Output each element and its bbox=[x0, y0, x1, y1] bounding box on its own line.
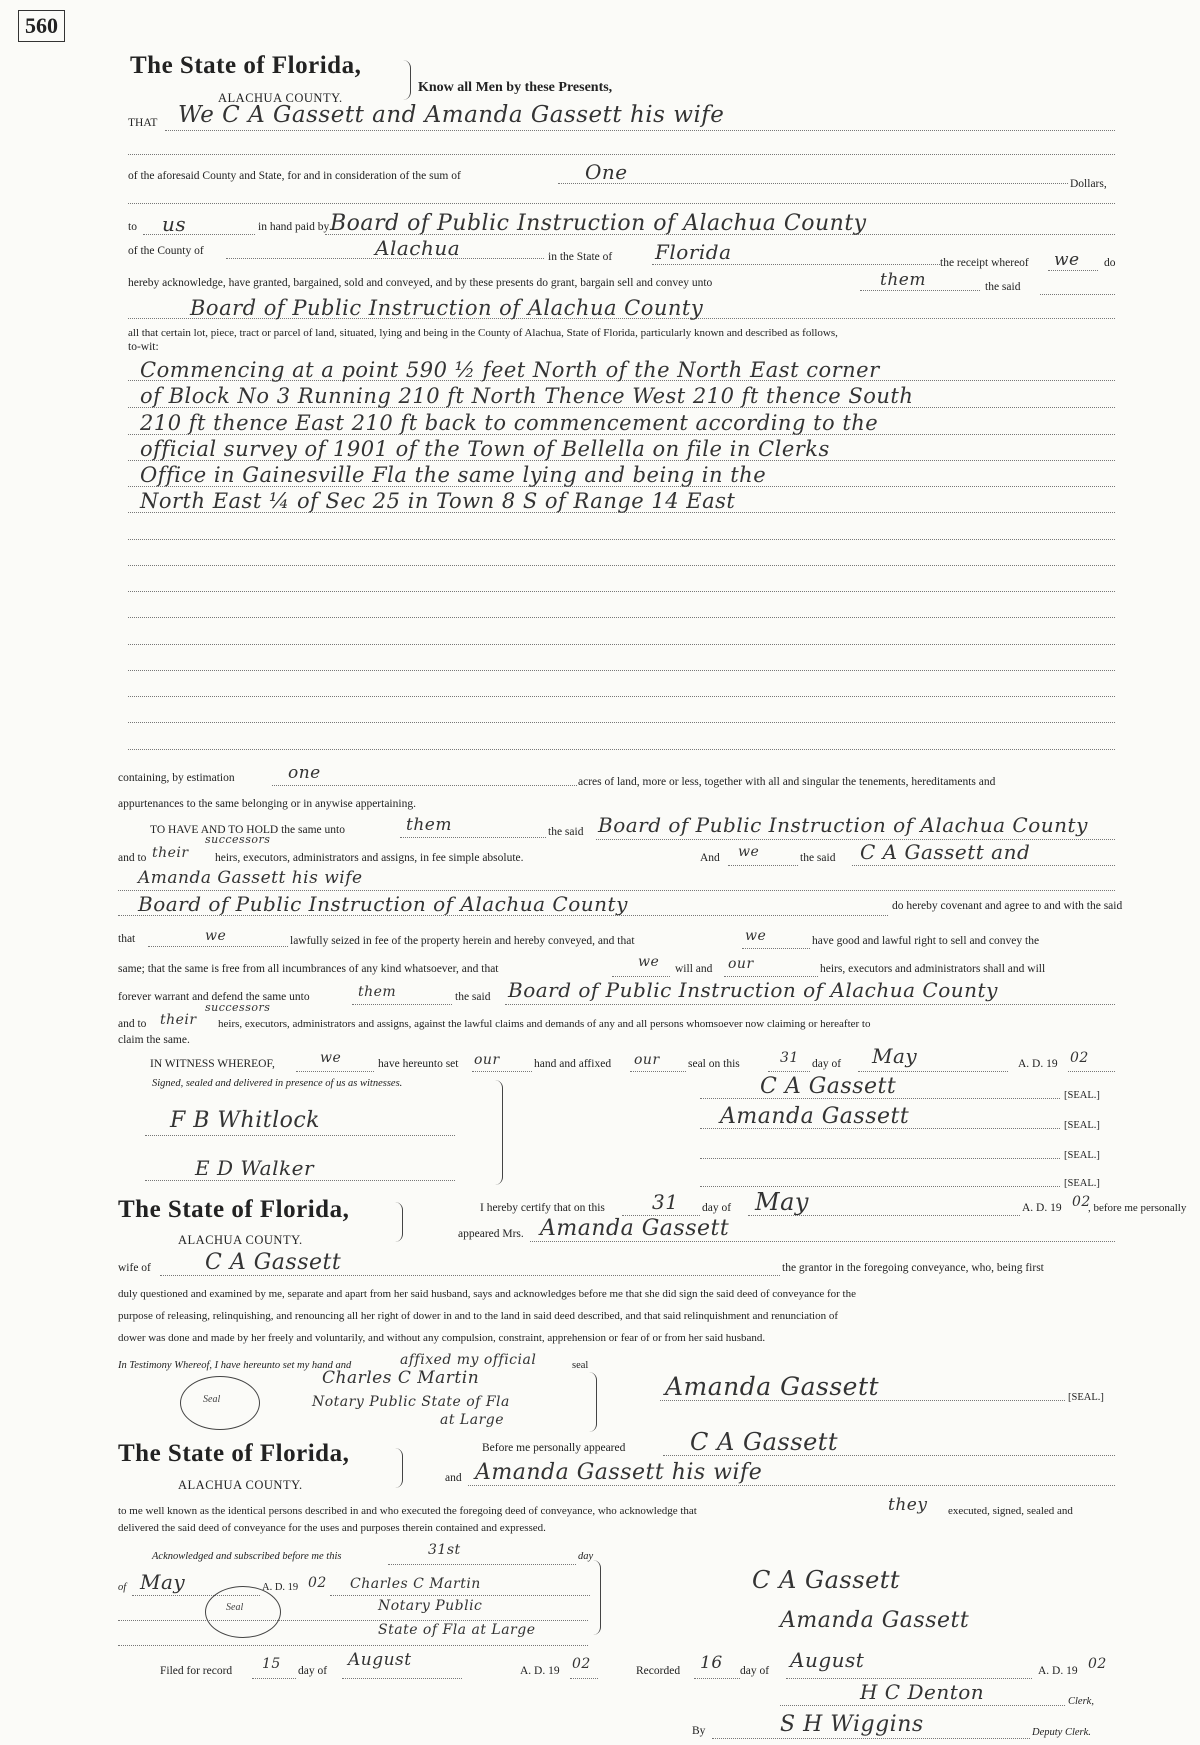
clerk-hw: H C Denton bbox=[860, 1680, 985, 1704]
seal-label: [SEAL.] bbox=[1064, 1120, 1100, 1131]
ack2-notary-brace bbox=[592, 1560, 601, 1635]
ack2-sig-2: Amanda Gassett bbox=[780, 1608, 970, 1633]
ack2-known: to me well known as the identical persons described in and who executed the foregoing deed of conveyance, who acknowledge that bbox=[118, 1505, 697, 1517]
claim-text: claim the same. bbox=[118, 1034, 190, 1046]
notary-seal-1-text: Seal bbox=[203, 1394, 221, 1405]
rec-ad: A. D. 19 bbox=[1038, 1665, 1078, 1677]
ack2-appeared2-hw: Amanda Gassett his wife bbox=[475, 1460, 763, 1485]
ack2-state-title: The State of Florida, bbox=[118, 1440, 350, 1467]
state-of-label: in the State of bbox=[548, 251, 613, 263]
habendum-label: TO HAVE AND TO HOLD the same unto bbox=[150, 824, 345, 836]
seized-hw: we bbox=[205, 928, 227, 944]
witness-1: F B Whitlock bbox=[170, 1108, 321, 1133]
our-hw: our bbox=[728, 956, 754, 972]
witness-day-hw: 31 bbox=[780, 1050, 799, 1066]
grantors-cont-hw: Amanda Gassett his wife bbox=[138, 868, 363, 888]
said-label: the said bbox=[800, 852, 836, 864]
ack2-county: ALACHUA COUNTY. bbox=[178, 1478, 303, 1492]
all-that-text: all that certain lot, piece, tract or parcel of land, situated, lying and being in the County of Alachua, State of Florida, particularly known and described as follows, bbox=[128, 327, 838, 339]
covenant-text: do hereby covenant and agree to and with the said bbox=[892, 900, 1123, 912]
containing-hw: one bbox=[288, 763, 321, 783]
signed-text: Signed, sealed and delivered in presence of us as witnesses. bbox=[152, 1078, 403, 1089]
filed-ad: A. D. 19 bbox=[520, 1665, 560, 1677]
seal-label: [SEAL.] bbox=[1064, 1178, 1100, 1189]
ack1-brace bbox=[394, 1202, 403, 1242]
heirs-text-2: heirs, executors and administrators shall and will bbox=[820, 963, 1046, 975]
county-of-hw: Alachua bbox=[375, 236, 461, 260]
witness-our-hw: our bbox=[474, 1052, 500, 1068]
deputy-hw: S H Wiggins bbox=[780, 1712, 924, 1737]
header-brace bbox=[402, 60, 411, 100]
ack1-grantor: the grantor in the foregoing conveyance, who, being first bbox=[782, 1262, 1044, 1274]
will-text: will and bbox=[675, 963, 713, 975]
grantee-hw: Board of Public Instruction of Alachua County bbox=[190, 296, 704, 320]
ack1-year-hw: 02 bbox=[1072, 1194, 1091, 1210]
state-of-hw: Florida bbox=[655, 240, 732, 264]
ack1-certify: I hereby certify that on this bbox=[480, 1202, 605, 1214]
filed-year-hw: 02 bbox=[572, 1656, 591, 1672]
ack2-they-hw: they bbox=[888, 1495, 928, 1515]
habendum-said: the said bbox=[548, 826, 584, 838]
grant-hw: them bbox=[880, 270, 926, 290]
description-line: Office in Gainesville Fla the same lying and being in the bbox=[140, 463, 767, 487]
ack1-testimony-hw: affixed my official bbox=[400, 1352, 537, 1368]
ack1-month-hw: May bbox=[755, 1188, 809, 1216]
recorded-label: Recorded bbox=[636, 1665, 681, 1677]
ack2-and: and bbox=[445, 1472, 462, 1484]
witness-label: IN WITNESS WHEREOF, bbox=[150, 1058, 275, 1070]
habendum-hw: them bbox=[406, 815, 452, 835]
ack2-of: of bbox=[118, 1582, 127, 1593]
and-label: And bbox=[700, 852, 720, 864]
page-number: 560 bbox=[18, 10, 65, 42]
rec-day-hw: 16 bbox=[700, 1653, 723, 1673]
sig-1: C A Gassett bbox=[760, 1074, 897, 1099]
ack2-ack-text: Acknowledged and subscribed before me this bbox=[152, 1551, 342, 1562]
by-label: By bbox=[692, 1725, 706, 1737]
ack1-seal-word: seal bbox=[572, 1360, 589, 1371]
receipt-label: the receipt whereof bbox=[940, 257, 1029, 269]
their-hw-2: their bbox=[160, 1012, 197, 1028]
that-label: THAT bbox=[128, 117, 158, 129]
filed-label: Filed for record bbox=[160, 1665, 233, 1677]
said-hw: C A Gassett and bbox=[860, 840, 1031, 864]
ack2-delivered: delivered the said deed of conveyance for the uses and purposes therein contained and expressed. bbox=[118, 1522, 546, 1534]
rec-day-of: day of bbox=[740, 1665, 770, 1677]
seal-label: [SEAL.] bbox=[1064, 1090, 1100, 1101]
description-line: official survey of 1901 of the Town of Bellella on file in Clerks bbox=[140, 437, 830, 461]
the-said-label: the said bbox=[985, 281, 1021, 293]
warrant-hw: them bbox=[358, 984, 397, 1000]
clerk-label: Clerk, bbox=[1068, 1696, 1094, 1707]
ack2-year-hw: 02 bbox=[308, 1575, 327, 1591]
successors-hw-2: successors bbox=[205, 1001, 271, 1014]
ack1-seal-label: [SEAL.] bbox=[1068, 1392, 1104, 1403]
ack2-ad: A. D. 19 bbox=[262, 1582, 299, 1593]
habendum-grantee-hw: Board of Public Instruction of Alachua County bbox=[598, 813, 1088, 837]
county-title: ALACHUA COUNTY. bbox=[218, 91, 343, 105]
witness-set: have hereunto set bbox=[378, 1058, 459, 1070]
and-to-label: and to bbox=[118, 852, 147, 864]
know-all-men: Know all Men by these Presents, bbox=[418, 80, 613, 95]
ack1-before: , before me personally bbox=[1088, 1202, 1187, 1214]
witness-seal: seal on this bbox=[688, 1058, 740, 1070]
description-line: of Block No 3 Running 210 ft North Thence West 210 ft thence South bbox=[140, 384, 914, 408]
ack2-appeared1-hw: C A Gassett bbox=[690, 1428, 839, 1456]
and-hw: we bbox=[738, 844, 760, 860]
ack2-sig-1: C A Gassett bbox=[752, 1566, 901, 1594]
grantors-hw: We C A Gassett and Amanda Gassett his wife bbox=[178, 102, 725, 128]
description-line: Commencing at a point 590 ½ feet North of the North East corner bbox=[140, 358, 880, 382]
ack1-notary-sig: Charles C Martin bbox=[322, 1368, 480, 1388]
ack1-wife-of: wife of bbox=[118, 1262, 151, 1274]
witness-hand: hand and affixed bbox=[534, 1058, 612, 1070]
ack1-state-title: The State of Florida, bbox=[118, 1196, 350, 1223]
deputy-label: Deputy Clerk. bbox=[1032, 1727, 1091, 1738]
ack1-county: ALACHUA COUNTY. bbox=[178, 1233, 303, 1247]
ack2-day-hw: 31st bbox=[428, 1542, 461, 1558]
ack2-notary-sig: Charles C Martin bbox=[350, 1576, 481, 1592]
paid-by-hw: Board of Public Instruction of Alachua County bbox=[330, 211, 867, 236]
filed-day-of: day of bbox=[298, 1665, 328, 1677]
free-text: same; that the same is free from all incumbrances of any kind whatsoever, and that bbox=[118, 963, 499, 975]
have-text: have good and lawful right to sell and convey the bbox=[812, 935, 1040, 947]
sig-2: Amanda Gassett bbox=[720, 1104, 910, 1129]
rec-year-hw: 02 bbox=[1088, 1656, 1107, 1672]
notary-seal-2-text: Seal bbox=[226, 1602, 244, 1613]
assigns-text: heirs, executors, administrators and assigns, against the lawful claims and demands of any and all persons whomsoever now claiming or hereafter to bbox=[218, 1018, 871, 1030]
witness-2: E D Walker bbox=[195, 1156, 315, 1180]
ack1-ad: A. D. 19 bbox=[1022, 1202, 1062, 1214]
dollars-label: Dollars, bbox=[1070, 178, 1107, 190]
seized-text: lawfully seized in fee of the property herein and hereby conveyed, and that bbox=[290, 935, 635, 947]
covenant-grantee-hw: Board of Public Instruction of Alachua County bbox=[138, 892, 628, 916]
to-hw: us bbox=[162, 212, 187, 236]
warrant-grantee-hw: Board of Public Instruction of Alachua County bbox=[508, 978, 998, 1002]
ack1-sig: Amanda Gassett bbox=[665, 1372, 880, 1401]
ack2-notary-title: Notary Public bbox=[378, 1598, 483, 1614]
to-wit: to-wit: bbox=[128, 341, 159, 353]
paid-by-label: in hand paid by bbox=[258, 221, 330, 233]
description-line: North East ¼ of Sec 25 in Town 8 S of Range 14 East bbox=[140, 489, 736, 513]
do-label: do bbox=[1104, 257, 1116, 269]
ack2-executed: executed, signed, sealed and bbox=[948, 1505, 1073, 1517]
ack2-brace bbox=[394, 1448, 403, 1488]
ack2-month-hw: May bbox=[140, 1570, 186, 1594]
consideration-text: of the aforesaid County and State, for and in consideration of the sum of bbox=[128, 170, 461, 182]
appurtenances-text: appurtenances to the same belonging or in anywise appertaining. bbox=[118, 798, 416, 810]
and-to-hw: their bbox=[152, 845, 189, 861]
filed-day-hw: 15 bbox=[262, 1656, 281, 1672]
ack1-day-of: day of bbox=[702, 1202, 732, 1214]
ack1-wife-of-hw: C A Gassett bbox=[205, 1250, 342, 1275]
will-hw: we bbox=[638, 954, 660, 970]
witness-year-hw: 02 bbox=[1070, 1050, 1089, 1066]
ack1-appeared: appeared Mrs. bbox=[458, 1228, 524, 1240]
consideration-hw: One bbox=[585, 160, 628, 184]
state-title: The State of Florida, bbox=[130, 52, 362, 79]
witness-our2-hw: our bbox=[634, 1052, 660, 1068]
witness-brace bbox=[494, 1080, 503, 1185]
and-to-label-2: and to bbox=[118, 1018, 147, 1030]
acres-text: acres of land, more or less, together with all and singular the tenements, hereditaments and bbox=[578, 776, 996, 788]
receipt-hw: we bbox=[1054, 250, 1080, 270]
rec-month-hw: August bbox=[790, 1648, 865, 1672]
warrant-text: forever warrant and defend the same unto bbox=[118, 991, 310, 1003]
ack2-day-label: day bbox=[578, 1551, 594, 1562]
ack1-notary-title: Notary Public State of Fla bbox=[312, 1394, 510, 1410]
have-hw: we bbox=[745, 928, 767, 944]
description-line: 210 ft thence East 210 ft back to commencement according to the bbox=[140, 411, 879, 435]
ack2-before: Before me personally appeared bbox=[482, 1442, 626, 1454]
to-label: to bbox=[128, 221, 137, 233]
ack1-day-hw: 31 bbox=[652, 1190, 679, 1214]
that-label-2: that bbox=[118, 933, 136, 945]
ack2-notary-state: State of Fla at Large bbox=[378, 1622, 536, 1638]
ack1-testimony: In Testimony Whereof, I have hereunto set my hand and bbox=[118, 1360, 352, 1371]
witness-month-hw: May bbox=[872, 1044, 918, 1068]
ack1-appeared-hw: Amanda Gassett bbox=[540, 1216, 730, 1241]
ack1-body-line: duly questioned and examined by me, separate and apart from her said husband, says and acknowledges before me that she did sign the said deed of conveyance for the bbox=[118, 1288, 856, 1300]
warrant-said: the said bbox=[455, 991, 491, 1003]
heirs-text: heirs, executors, administrators and assigns, in fee simple absolute. bbox=[215, 852, 524, 864]
ack1-body-line: dower was done and made by her freely and voluntarily, and without any compulsion, constraint, apprehension or fear of or from her said husband. bbox=[118, 1332, 766, 1344]
containing-label: containing, by estimation bbox=[118, 772, 235, 784]
witness-day-of: day of bbox=[812, 1058, 842, 1070]
successors-hw: successors bbox=[205, 833, 271, 846]
grant-text: hereby acknowledge, have granted, bargained, sold and conveyed, and by these presents do grant, bargain sell and convey unto bbox=[128, 277, 713, 289]
witness-we-hw: we bbox=[320, 1050, 342, 1066]
county-of-label: of the County of bbox=[128, 245, 204, 257]
ack1-notary-at-large: at Large bbox=[440, 1412, 505, 1428]
filed-month-hw: August bbox=[348, 1650, 412, 1670]
seal-label: [SEAL.] bbox=[1064, 1150, 1100, 1161]
ack1-body-line: purpose of releasing, relinquishing, and renouncing all her right of dower in and to the land in said deed described, and that said relinquishment and renunciation of bbox=[118, 1310, 838, 1322]
witness-ad: A. D. 19 bbox=[1018, 1058, 1058, 1070]
ack1-notary-brace bbox=[588, 1372, 597, 1432]
